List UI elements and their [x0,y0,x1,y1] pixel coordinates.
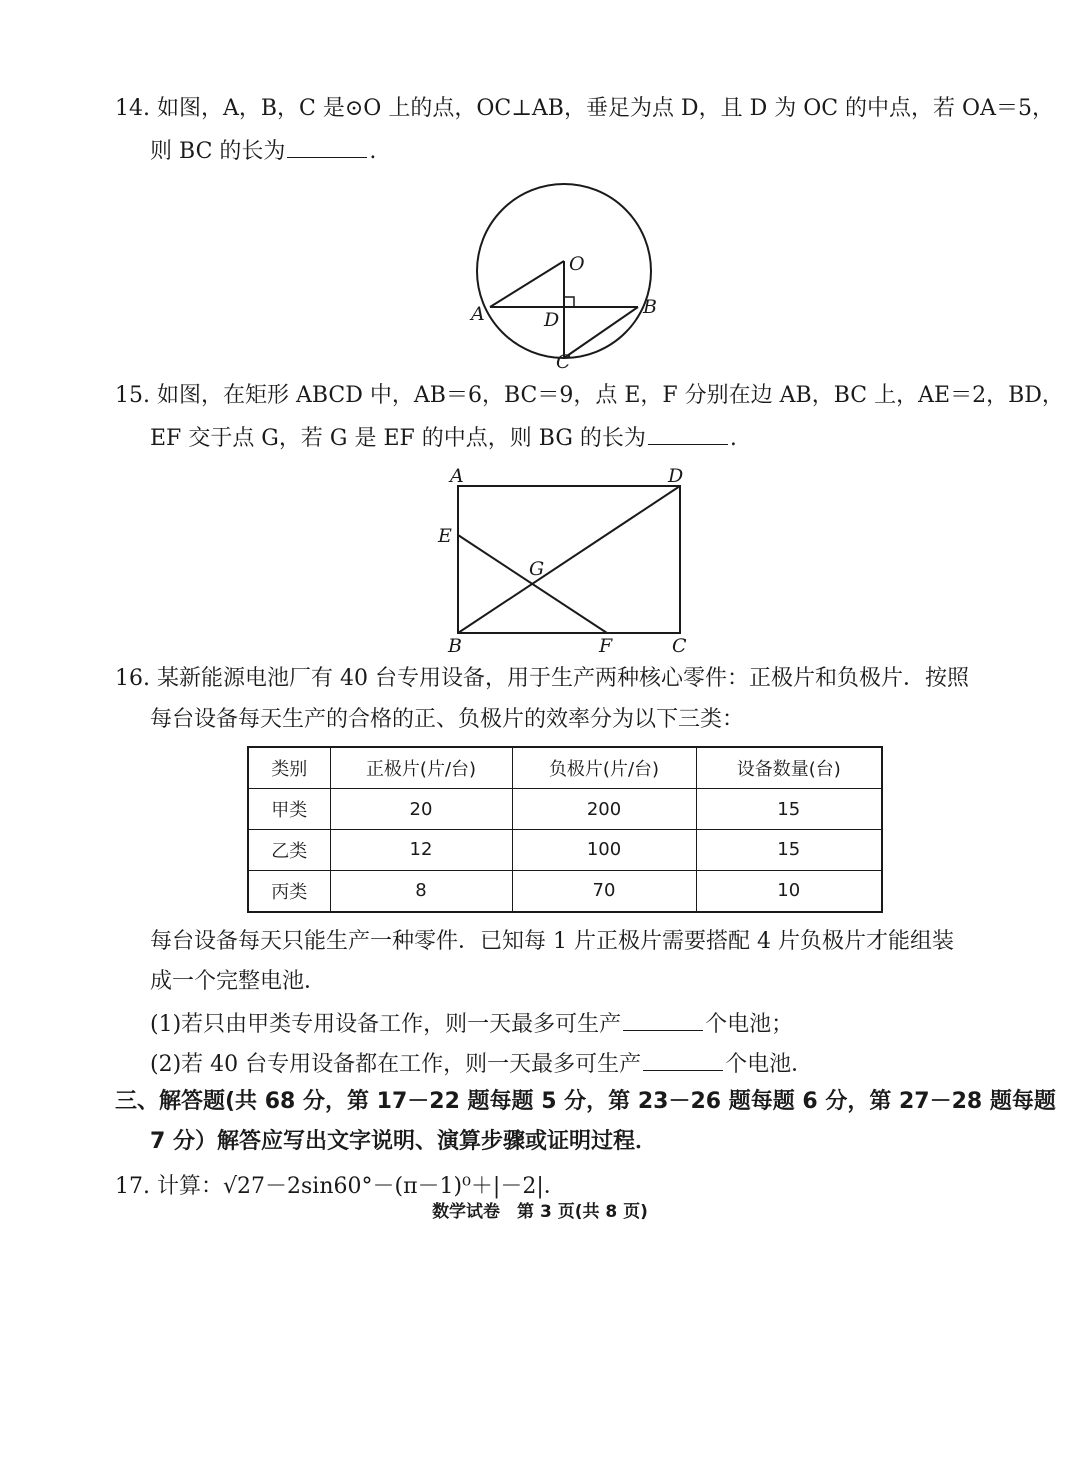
efficiency-table [247,746,883,913]
section3-heading-line1: 三、解答题(共 68 分，第 17－22 题每题 5 分，第 23－26 题每题 6 分，第 27－28 题每题 [115,1089,1056,1114]
table-cell: 乙类 [248,829,330,870]
q15-period: . [729,426,737,451]
diagonal-bd [458,486,680,633]
table-row [248,829,882,870]
table-header-cell: 类别 [248,747,330,789]
table-cell: 丙类 [248,870,330,912]
label-c: C [672,635,687,657]
q14-prompt: 则 BC 的长为 [150,139,286,164]
q14-text-line1: 14. 如图，A，B，C 是⊙O 上的点，OC⊥AB，垂足为点 D，且 D 为 OC 的中点，若 OA＝5， [115,96,1054,121]
table-cell: 10 [696,870,882,912]
table-row [248,870,882,912]
q16-sub1-answer-blank[interactable] [623,1008,703,1031]
q16-text-line4: 成一个完整电池． [150,969,327,994]
table-cell: 12 [330,829,512,870]
table-header-cell: 正极片(片/台) [330,747,512,789]
section3-heading-line2: 7 分）解答应写出文字说明、演算步骤或证明过程． [150,1129,657,1154]
q16-sub1-suffix: 个电池； [705,1012,794,1037]
table-cell: 70 [512,870,696,912]
q16-sub2-prompt: (2)若 40 台专用设备都在工作，则一天最多可生产 [150,1052,642,1077]
q16-sub2 [150,1048,813,1080]
q14-circle-figure [460,180,670,375]
q15-rectangle-figure [430,460,700,660]
q17-prefix: 17. 计算： [115,1174,223,1199]
q15-answer-blank[interactable] [648,422,728,445]
q16-text-line2: 每台设备每天生产的合格的正、负极片的效率分为以下三类： [150,707,745,732]
label-d: D [544,309,560,331]
table-header-cell: 设备数量(台) [696,747,882,789]
table-cell: 15 [696,829,882,870]
q14-text-line2 [150,135,376,167]
label-d: D [668,465,684,487]
table-cell: 15 [696,789,882,830]
q16-sub1-prompt: (1)若只由甲类专用设备工作，则一天最多可生产 [150,1012,622,1037]
q14-answer-blank[interactable] [287,135,367,158]
table-cell: 100 [512,829,696,870]
table-cell: 20 [330,789,512,830]
q16-text-line3: 每台设备每天只能生产一种零件．已知每 1 片正极片需要搭配 4 片负极片才能组装 [150,929,954,954]
q16-sub1 [150,1008,793,1040]
q16-text-line1: 16. 某新能源电池厂有 40 台专用设备，用于生产两种核心零件：正极片和负极片．按照 [115,666,969,691]
q14-period: . [369,139,377,164]
table-row [248,789,882,830]
table-header-cell: 负极片(片/台) [512,747,696,789]
q17-expression: √27－2sin60°－(π－1)⁰＋|－2|． [222,1174,566,1199]
label-g: G [529,558,545,580]
label-o: O [569,253,585,275]
table-cell: 8 [330,870,512,912]
label-e: E [438,525,452,547]
label-a: A [450,465,464,487]
q15-text-line2 [150,422,737,454]
q16-sub2-suffix: 个电池． [725,1052,814,1077]
page-footer: 数学试卷 第 3 页(共 8 页) [432,1202,648,1222]
q16-sub2-answer-blank[interactable] [643,1048,723,1071]
table-cell: 200 [512,789,696,830]
table-header-row [248,747,882,789]
label-b: B [448,635,462,657]
q15-prompt: EF 交于点 G，若 G 是 EF 的中点，则 BG 的长为 [150,426,646,451]
label-a: A [471,303,485,325]
table-cell: 甲类 [248,789,330,830]
q15-text-line1: 15. 如图，在矩形 ABCD 中，AB＝6，BC＝9，点 E，F 分别在边 AB，BC 上，AE＝2，BD， [115,383,1064,408]
label-c: C [556,351,571,373]
right-angle-mark [564,297,574,307]
label-b: B [643,296,657,318]
label-f: F [599,635,613,657]
segment-oa [490,261,564,307]
